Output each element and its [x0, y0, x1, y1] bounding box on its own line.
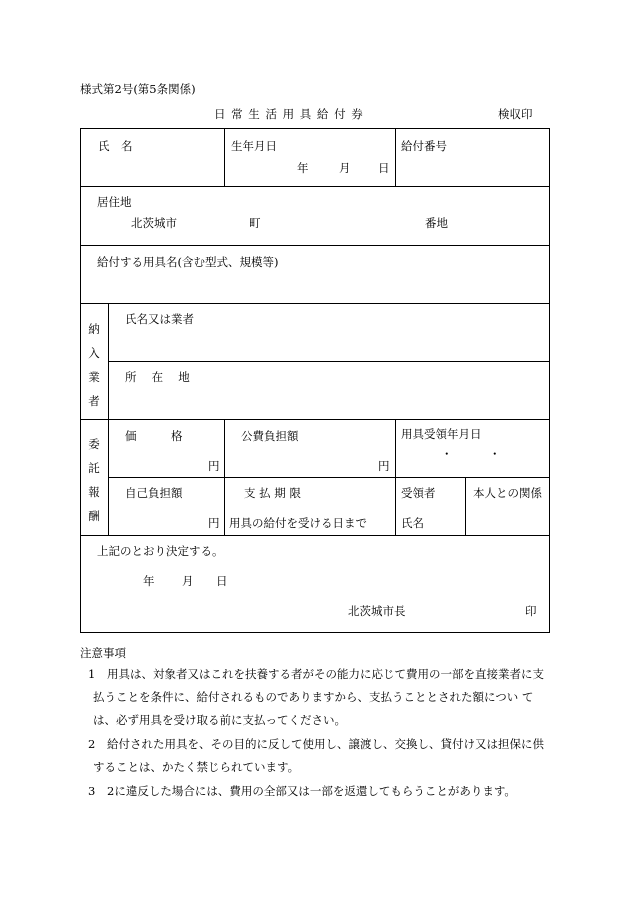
fee-side-label: 委 託 報 酬: [88, 437, 100, 523]
name-label: 氏 名: [98, 139, 133, 153]
decision-year: 年: [143, 574, 155, 588]
price-label: 価 格: [125, 429, 183, 443]
note-line: は、必ず用具を受け取る前に支払ってください。: [93, 713, 346, 727]
col-divider: [465, 477, 466, 535]
address-lot: 番地: [425, 216, 448, 230]
col-divider: [395, 419, 396, 535]
receiver-label: 受領者: [401, 486, 436, 500]
payment-deadline-value: 用具の給付を受ける日まで: [229, 516, 367, 530]
address-city: 北茨城市: [131, 216, 177, 230]
dob-month: 月: [339, 161, 351, 175]
note-number: 1: [88, 667, 96, 681]
note-line: 給付された用具を、その目的に反して使用し、譲渡し、交換し、貸付け又は担保に供: [107, 737, 544, 751]
item-label: 給付する用具名(含む型式、規模等): [97, 255, 279, 269]
stamp-label: 検収印: [498, 107, 533, 121]
note-line: 払うことを条件に、給付されるものでありますから、支払うこととされた額につい て: [93, 690, 534, 704]
dob-label: 生年月日: [231, 139, 277, 153]
self-burden-label: 自己負担額: [125, 486, 183, 500]
address-town: 町: [249, 216, 261, 230]
row-divider: [81, 535, 549, 536]
address-label: 居住地: [97, 195, 132, 209]
row-divider: [108, 361, 549, 362]
dob-year: 年: [297, 161, 309, 175]
notes-heading: 注意事項: [80, 646, 126, 660]
col-divider: [108, 303, 109, 535]
public-burden-unit: 円: [378, 459, 390, 473]
payment-deadline-label: 支 払 期 限: [244, 486, 301, 500]
vendor-name-label: 氏名又は業者: [125, 312, 194, 326]
decision-text: 上記のとおり決定する。: [97, 544, 224, 558]
row-divider: [108, 477, 549, 478]
price-unit: 円: [208, 459, 220, 473]
note-line: 用具は、対象者又はこれを扶養する者がその能力に応じて費用の一部を直接業者に支: [107, 667, 544, 681]
relation-label: 本人との関係: [473, 486, 542, 500]
note-line: することは、かたく禁じられています。: [93, 760, 300, 774]
vendor-side-label: 納 入 業 者: [88, 322, 100, 408]
note-line: 2に違反した場合には、費用の全部又は一部を返還してもらうことがあります。: [107, 784, 516, 798]
col-divider: [395, 129, 396, 186]
receipt-date-dot: ・: [441, 447, 453, 461]
dob-day: 日: [378, 161, 390, 175]
decision-day: 日: [216, 574, 228, 588]
public-burden-label: 公費負担額: [241, 429, 299, 443]
row-divider: [81, 303, 549, 304]
page-title: 日 常 生 活 用 具 給 付 券: [214, 107, 364, 121]
note-number: 2: [88, 737, 96, 751]
col-divider: [224, 129, 225, 186]
grant-form: [80, 128, 550, 633]
decision-month: 月: [182, 574, 194, 588]
grant-no-label: 給付番号: [401, 139, 447, 153]
col-divider: [224, 419, 225, 535]
form-number: 様式第2号(第5条関係): [80, 82, 196, 96]
mayor-label: 北茨城市長: [348, 604, 406, 618]
receipt-date-dot: ・: [489, 447, 501, 461]
row-divider: [81, 245, 549, 246]
seal-label: 印: [525, 604, 537, 618]
row-divider: [81, 419, 549, 420]
self-burden-unit: 円: [208, 516, 220, 530]
note-number: 3: [88, 784, 96, 798]
receiver-name-label: 氏名: [401, 516, 424, 530]
row-divider: [81, 186, 549, 187]
receipt-date-label: 用具受領年月日: [401, 427, 482, 441]
vendor-address-label: 所 在 地: [125, 370, 190, 384]
